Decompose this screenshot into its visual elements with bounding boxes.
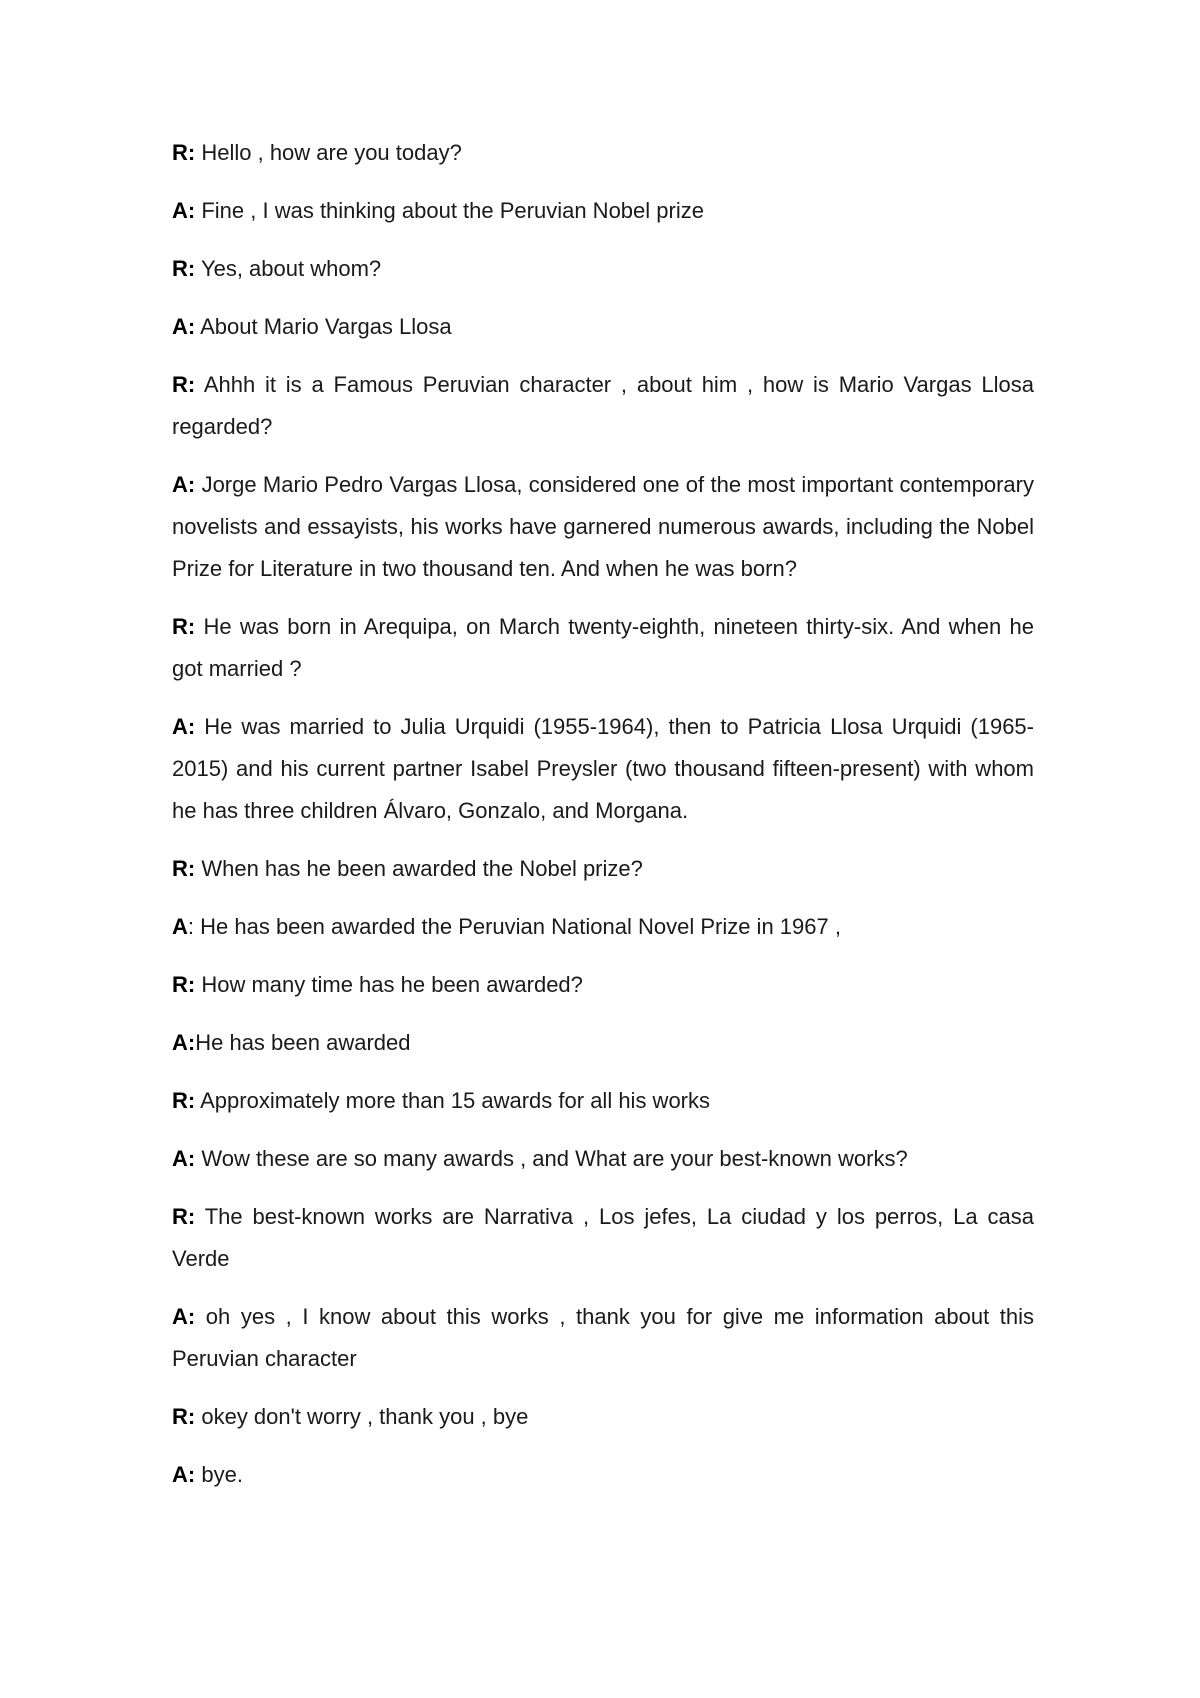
speaker-label: A: <box>172 198 196 223</box>
utterance-text: He has been awarded <box>195 1030 411 1055</box>
dialogue-turn-18 <box>172 1454 1034 1496</box>
dialogue-turn-1 <box>172 132 1034 174</box>
speaker-label: A: <box>172 472 196 497</box>
dialogue-turn-10 <box>172 906 1034 948</box>
turn-separator <box>195 1304 206 1329</box>
speaker-label: R: <box>172 1404 196 1429</box>
dialogue-transcript <box>172 132 1034 1496</box>
utterance-text: okey don't worry , thank you , bye <box>201 1404 529 1429</box>
turn-separator: : <box>187 914 201 939</box>
dialogue-turn-4 <box>172 306 1034 348</box>
turn-separator <box>195 372 204 397</box>
utterance-text: How many time has he been awarded? <box>201 972 583 997</box>
utterance-text: He has been awarded the Peruvian National Novel Prize in 1967 , <box>200 914 841 939</box>
dialogue-turn-13 <box>172 1080 1034 1122</box>
dialogue-turn-8 <box>172 706 1034 832</box>
speaker-label: R: <box>172 972 196 997</box>
turn-separator <box>195 714 204 739</box>
dialogue-turn-2 <box>172 190 1034 232</box>
utterance-text: Ahhh it is a Famous Peruvian character , about him , how is Mario Vargas Llosa regarded? <box>172 372 1034 439</box>
dialogue-turn-15 <box>172 1196 1034 1280</box>
utterance-text: He was born in Arequipa, on March twenty-eighth, nineteen thirty-six. And when he got married ? <box>172 614 1034 681</box>
speaker-label: A: <box>172 1304 196 1329</box>
dialogue-turn-9 <box>172 848 1034 890</box>
speaker-label: A: <box>172 1462 196 1487</box>
speaker-label: A: <box>172 1146 196 1171</box>
turn-separator <box>195 1204 205 1229</box>
utterance-text: Jorge Mario Pedro Vargas Llosa, considered one of the most important contemporary novelists and essayists, his works have garnered numerous awards, including the Nobel Prize for Literature in two thousand ten. And when he was born? <box>172 472 1034 581</box>
speaker-label: R: <box>172 372 196 397</box>
speaker-label: A: <box>172 714 196 739</box>
dialogue-turn-11 <box>172 964 1034 1006</box>
utterance-text: Fine , I was thinking about the Peruvian Nobel prize <box>201 198 704 223</box>
speaker-label: A: <box>172 1030 196 1055</box>
utterance-text: Hello , how are you today? <box>201 140 462 165</box>
dialogue-turn-7 <box>172 606 1034 690</box>
speaker-label: A <box>172 914 188 939</box>
utterance-text: About Mario Vargas Llosa <box>200 314 452 339</box>
speaker-label: R: <box>172 1088 196 1113</box>
utterance-text: He was married to Julia Urquidi (1955-1964), then to Patricia Llosa Urquidi (1965-2015) and his current partner Isabel Preysler (two thousand fifteen-present) with whom he has three children Álvaro, Gonzalo, and Morgana. <box>172 714 1034 823</box>
dialogue-turn-6 <box>172 464 1034 590</box>
utterance-text: Yes, about whom? <box>200 256 382 281</box>
speaker-label: R: <box>172 256 196 281</box>
dialogue-turn-12 <box>172 1022 1034 1064</box>
speaker-label: A: <box>172 314 196 339</box>
utterance-text: oh yes , I know about this works , thank you for give me information about this Peruvian character <box>172 1304 1034 1371</box>
speaker-label: R: <box>172 856 196 881</box>
utterance-text: Wow these are so many awards , and What are your best-known works? <box>201 1146 908 1171</box>
utterance-text: When has he been awarded the Nobel prize? <box>201 856 643 881</box>
dialogue-turn-16 <box>172 1296 1034 1380</box>
dialogue-turn-17 <box>172 1396 1034 1438</box>
dialogue-turn-5 <box>172 364 1034 448</box>
utterance-text: The best-known works are Narrativa , Los jefes, La ciudad y los perros, La casa Verde <box>172 1204 1035 1271</box>
dialogue-turn-3 <box>172 248 1034 290</box>
dialogue-turn-14 <box>172 1138 1034 1180</box>
speaker-label: R: <box>172 614 196 639</box>
speaker-label: R: <box>172 1204 196 1229</box>
utterance-text: bye. <box>201 1462 243 1487</box>
speaker-label: R: <box>172 140 196 165</box>
utterance-text: Approximately more than 15 awards for all his works <box>200 1088 711 1113</box>
